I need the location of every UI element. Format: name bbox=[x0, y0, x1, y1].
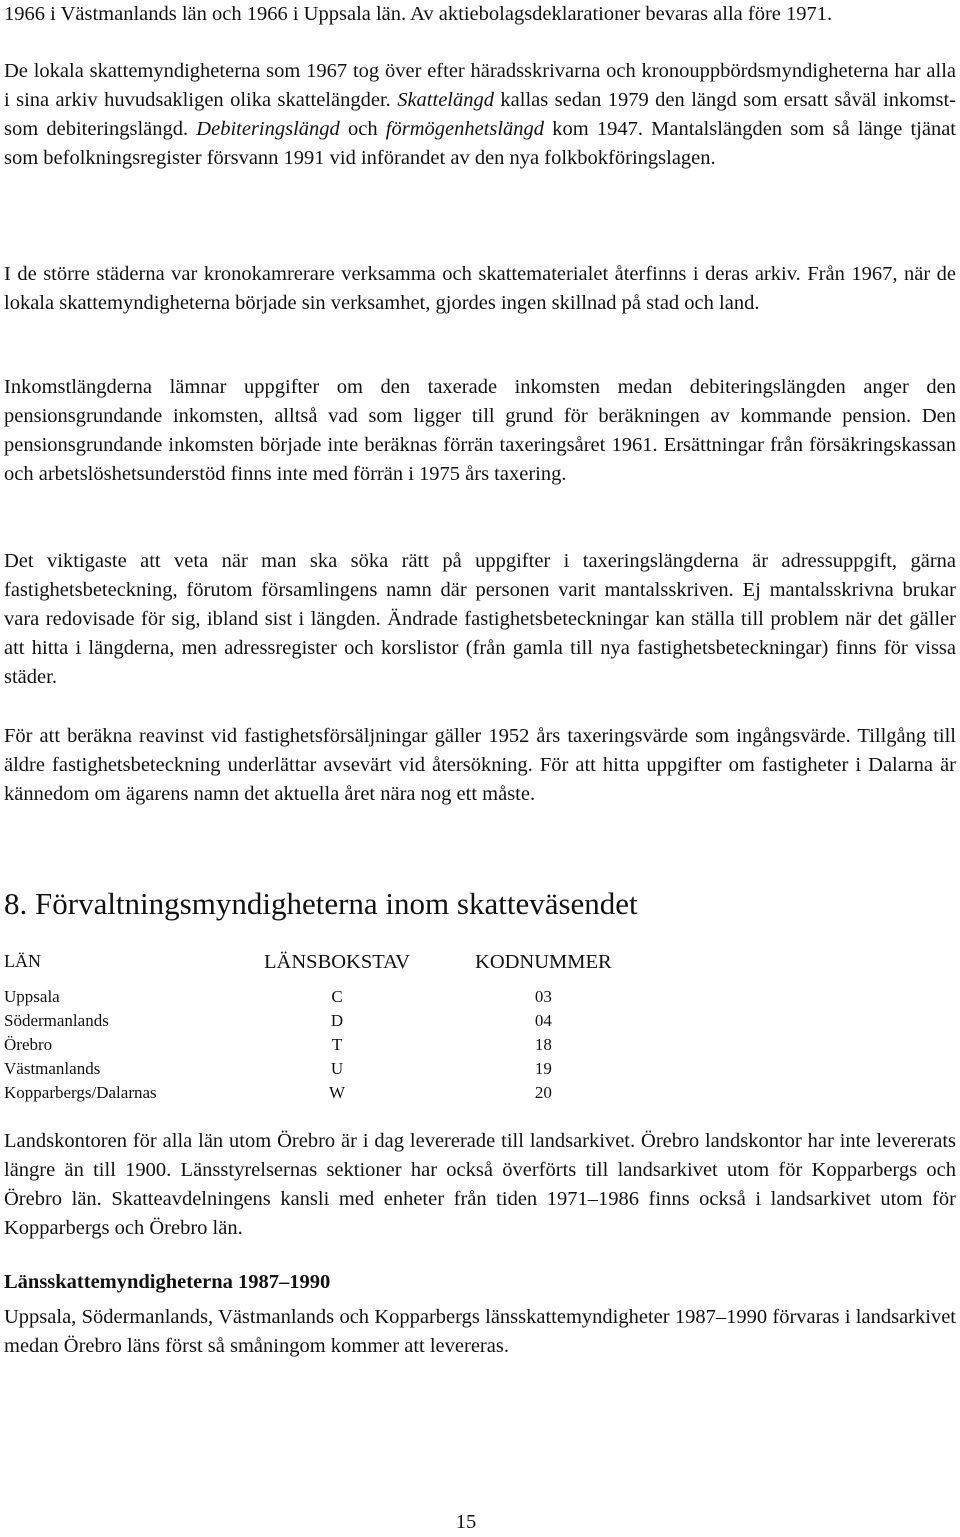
paragraph-inkomstlangder: Inkomstlängderna lämnar uppgifter om den taxerade inkomsten medan debiteringslängden anger den pensionsgrundande inkomsten, alltså vad som ligger till grund för beräkningen av kommande pension. Den pensionsgrundande inkomsten började inte beräknas förrän taxeringsåret 1961. Ersättningar från försäkringskassan och arbetslöshetsunderstöd finns inte med förrän i 1975 års taxering. bbox=[4, 376, 956, 485]
table-header-row bbox=[4, 951, 644, 987]
text-segment: kom 1947. Mantalslängden som så länge tjänat som befolkningsregister försvann 1991 vid införandet av den nya folkbokföringslagen. bbox=[4, 118, 957, 169]
header-lansbokstav: LÄNSBOKSTAV bbox=[264, 951, 411, 973]
paragraph-landskontoren: Landskontoren för alla län utom Örebro är i dag levererade till landsarkivet. Örebro landskontor har inte levererats längre än till 1900. Länsstyrelsernas sektioner har också överförts till landsarkivet utom för Kopparbergs och Örebro län. Skatteavdelningens kansli med enheter från tiden 1971–1986 finns också i landsarkivet utom för Kopparbergs och Örebro län. bbox=[4, 1130, 956, 1239]
cell-lansbokstav: C bbox=[331, 987, 343, 1006]
table-row bbox=[4, 1011, 644, 1035]
cell-lansbokstav: W bbox=[329, 1083, 346, 1102]
cell-kodnummer: 03 bbox=[534, 987, 552, 1006]
term-formogenhetslangd: förmögenhetslängd bbox=[385, 118, 545, 140]
cell-kodnummer: 18 bbox=[534, 1035, 552, 1054]
subheading-lansskattemyndigheterna: Länsskattemyndigheterna 1987–1990 bbox=[4, 1271, 331, 1293]
text-segment: kallas sedan 1979 den längd som ersatt såväl inkomst- som debiteringslängd. bbox=[4, 89, 956, 140]
paragraph-intro: 1966 i Västmanlands län och 1966 i Uppsala län. Av aktiebolagsdeklarationer bevaras alla före 1971. bbox=[4, 3, 833, 25]
header-kodnummer: KODNUMMER bbox=[475, 951, 612, 973]
section-heading: 8. Förvaltningsmyndigheterna inom skatteväsendet bbox=[4, 886, 638, 921]
header-lan: LÄN bbox=[4, 951, 41, 971]
cell-lan: Kopparbergs/Dalarnas bbox=[4, 1083, 157, 1102]
cell-kodnummer: 20 bbox=[534, 1083, 552, 1102]
paragraph-kronokamrerare: I de större städerna var kronokamrerare verksamma och skattematerialet återfinns i deras arkiv. Från 1967, när de lokala skattemyndigheterna började sin verksamhet, gjordes ingen skillnad på stad och land. bbox=[4, 263, 956, 314]
paragraph-adressuppgift: Det viktigaste att veta när man ska söka rätt på uppgifter i taxeringslängderna är adressuppgift, gärna fastighetsbeteckning, förutom församlingens namn där personen varit mantalsskriven. Ej mantalsskrivna brukar vara redovisade för sig, ibland sist i längden. Ändrade fastighetsbeteckningar kan ställa till problem när det gäller att hitta i längderna, men adressregister och korslistor (från gamla till nya fastighetsbeteckningar) finns för vissa städer. bbox=[4, 550, 956, 688]
table-row bbox=[4, 1059, 644, 1083]
table-row bbox=[4, 987, 644, 1011]
lan-code-table bbox=[4, 951, 644, 1107]
cell-lan: Västmanlands bbox=[4, 1059, 101, 1078]
cell-lan: Uppsala bbox=[4, 987, 60, 1006]
cell-lansbokstav: T bbox=[331, 1035, 343, 1054]
text-segment: De lokala skattemyndigheterna som 1967 tog över efter häradsskrivarna och kronouppbördsmyndigheterna har alla i sina arkiv huvudsakligen olika skattelängder. bbox=[4, 60, 956, 111]
text-segment: och bbox=[339, 118, 386, 140]
cell-kodnummer: 19 bbox=[534, 1059, 552, 1078]
cell-lan: Örebro bbox=[4, 1035, 53, 1054]
paragraph-lansskattemyndigheter: Uppsala, Södermanlands, Västmanlands och Kopparbergs länsskattemyndigheter 1987–1990 förvaras i landsarkivet medan Örebro läns först så småningom kommer att levereras. bbox=[4, 1306, 956, 1357]
table-row bbox=[4, 1083, 644, 1107]
cell-kodnummer: 04 bbox=[534, 1011, 552, 1030]
term-debiteringslangd: Debiteringslängd bbox=[196, 118, 340, 140]
cell-lansbokstav: D bbox=[330, 1011, 344, 1030]
page-number: 15 bbox=[455, 1511, 477, 1533]
paragraph-reavinst: För att beräkna reavinst vid fastighetsförsäljningar gäller 1952 års taxeringsvärde som ingångsvärde. Tillgång till äldre fastighetsbeteckning underlättar avsevärt vid återsökning. För att hitta uppgifter om fastigheter i Dalarna är kännedom om ägarens namn det aktuella året nära nog ett måste. bbox=[4, 725, 956, 805]
cell-lansbokstav: U bbox=[330, 1059, 344, 1078]
cell-lan: Södermanlands bbox=[4, 1011, 109, 1030]
paragraph-skattelangder bbox=[4, 57, 956, 173]
table-row bbox=[4, 1035, 644, 1059]
term-skattelangd: Skattelängd bbox=[397, 89, 494, 111]
